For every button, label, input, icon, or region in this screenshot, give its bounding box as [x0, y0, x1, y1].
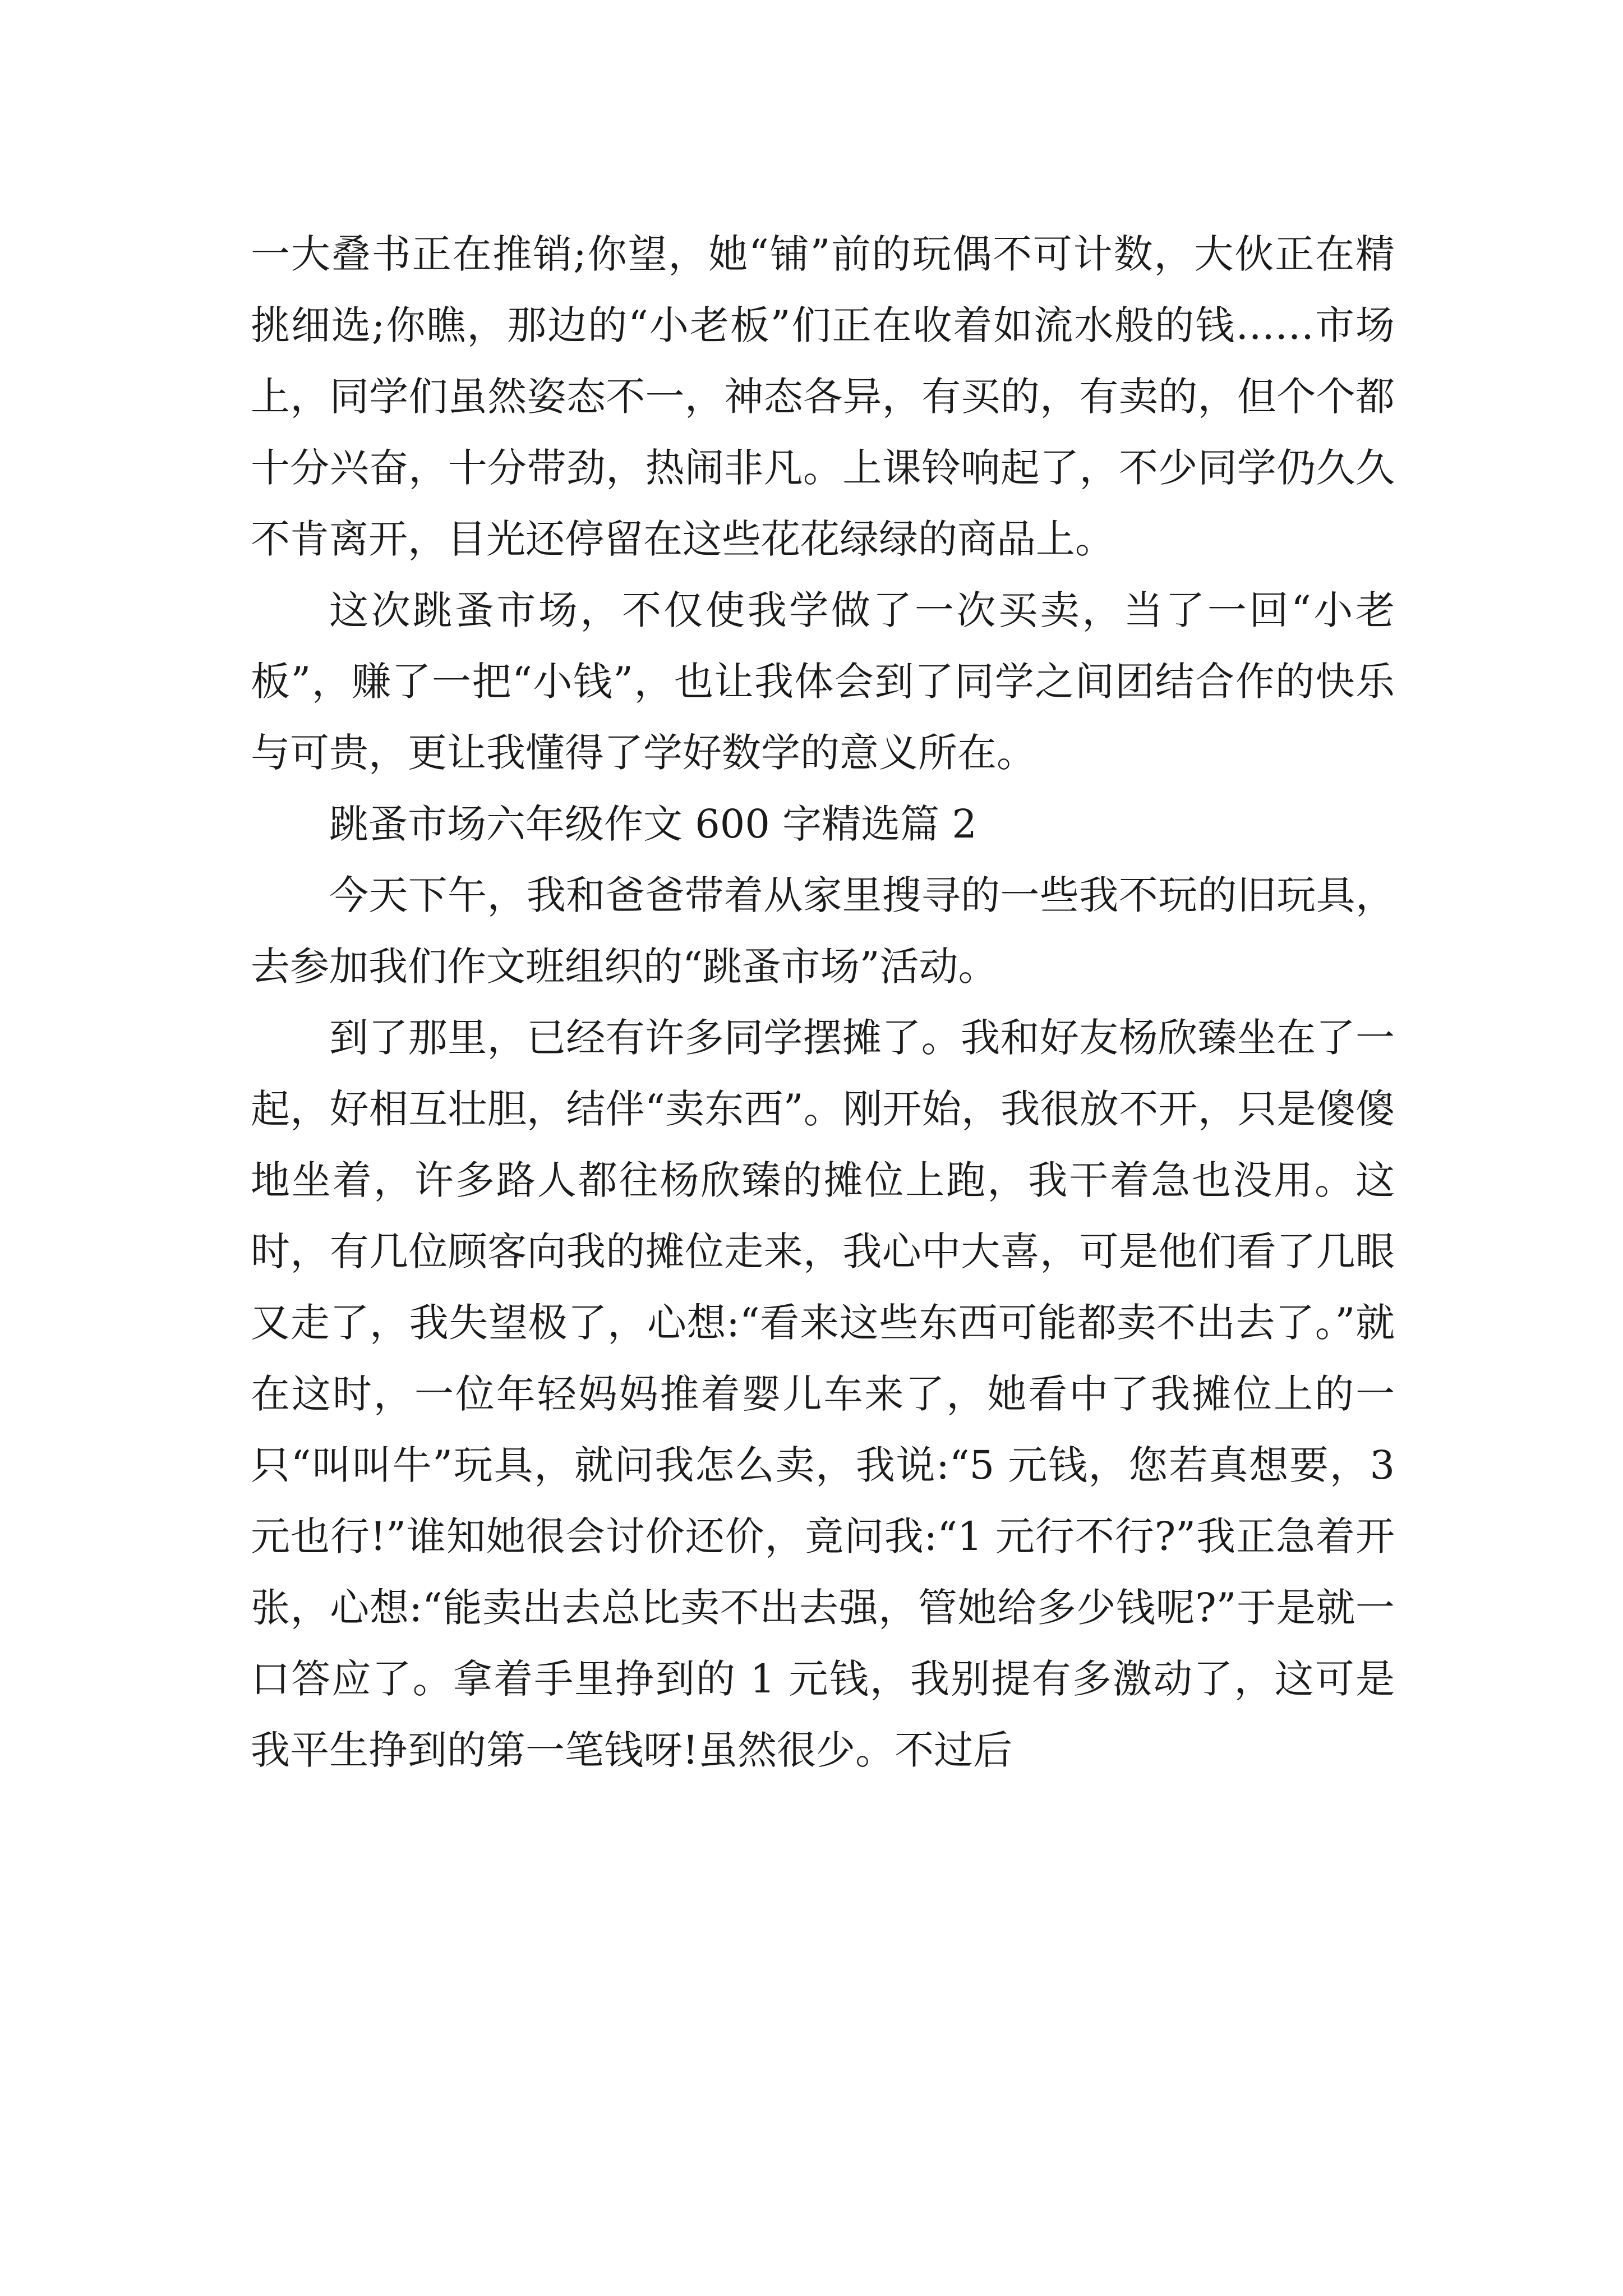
document-body: [251, 219, 1395, 1786]
paragraph-market-scene: 一大叠书正在推销;你望，她“铺”前的玩偶不可计数，大伙正在精挑细选;你瞧，那边的“小老板”们正在收着如流水般的钱……市场上，同学们虽然姿态不一，神态各异，有买的，有卖的，但个个都十分兴奋，十分带劲，热闹非凡。上课铃响起了，不少同学仍久久不肯离开，目光还停留在这些花花绿绿的商品上。: [251, 231, 1395, 562]
paragraph-conclusion: 这次跳蚤市场，不仅使我学做了一次买卖，当了一回“小老板”，赚了一把“小钱”，也让我体会到了同学之间团结合作的快乐与可贵，更让我懂得了学好数学的意义所在。: [251, 587, 1395, 776]
paragraph-first-sale: 到了那里，已经有许多同学摆摊了。我和好友杨欣臻坐在了一起，好相互壮胆，结伴“卖东西”。刚开始，我很放不开，只是傻傻地坐着，许多路人都往杨欣臻的摊位上跑，我干着急也没用。这时，有几位顾客向我的摊位走来，我心中大喜，可是他们看了几眼又走了，我失望极了，心想:“看来这些东西可能都卖不出去了。”就在这时，一位年轻妈妈推着婴儿车来了，她看中了我摊位上的一只“叫叫牛”玩具，就问我怎么卖，我说:“5 元钱，您若真想要，3 元也行!”谁知她很会讨价还价，竟问我:“1 元行不行?”我正急着开张，心想:“能卖出去总比卖不出去强，管她给多少钱呢?”于是就一口答应了。拿着手里挣到的 1 元钱，我别提有多激动了，这可是我平生挣到的第一笔钱呀!虽然很少。不过后: [251, 1015, 1395, 1773]
essay-heading: 跳蚤市场六年级作文 600 字精选篇 2: [329, 801, 977, 847]
paragraph-intro: 今天下午，我和爸爸带着从家里搜寻的一些我不玩的旧玩具，去参加我们作文班组织的“跳蚤市场”活动。: [251, 872, 1395, 990]
